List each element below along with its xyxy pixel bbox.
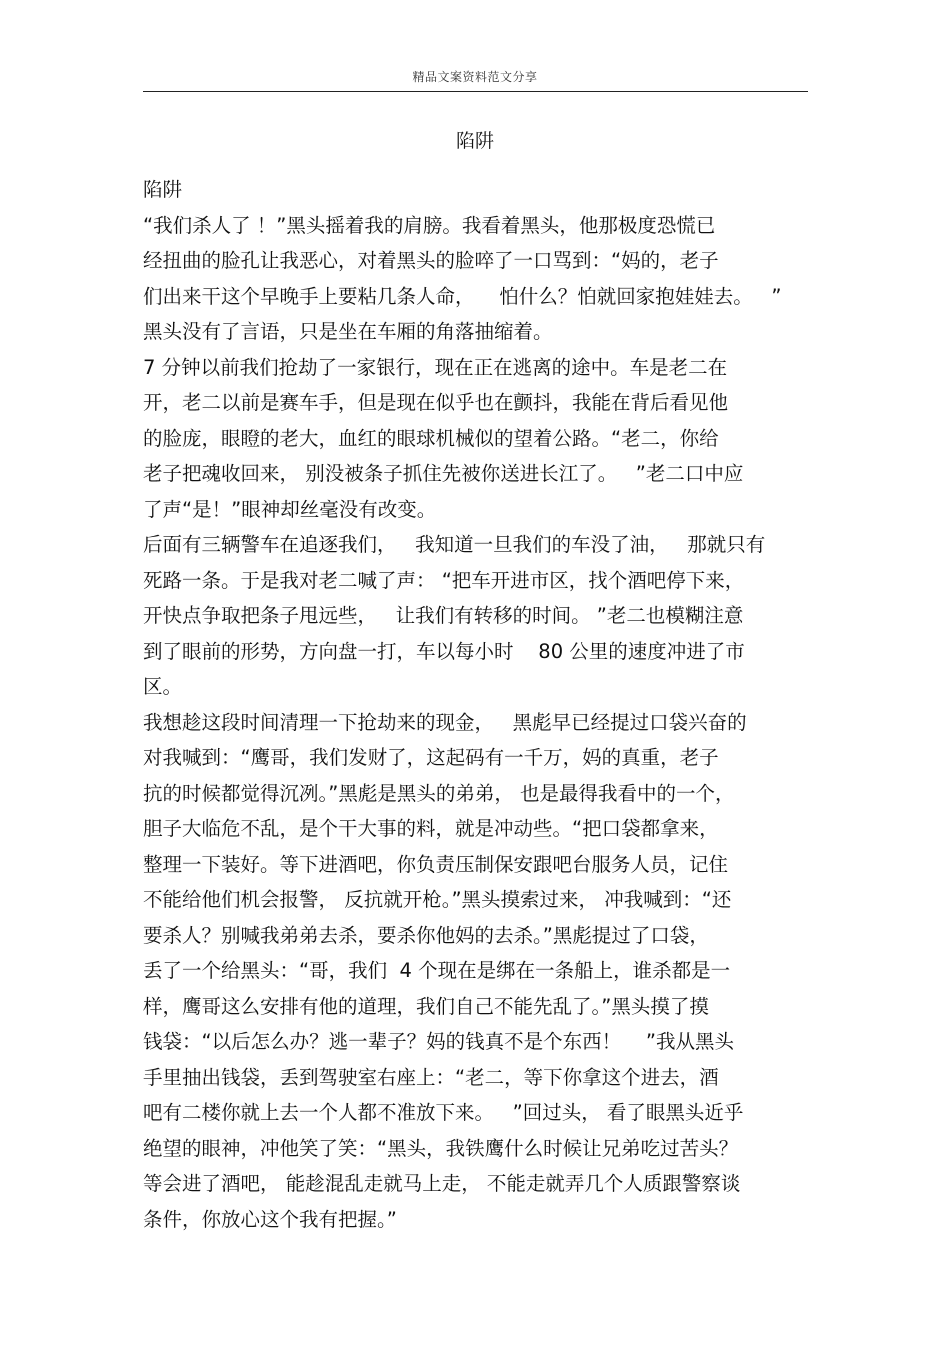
text-line: 吧有二楼你就上去一个人都不准放下来。 ”回过头， 看了眼黑头近乎	[143, 1101, 744, 1124]
text-line: 对我喊到：“鹰哥，我们发财了，这起码有一千万，妈的真重，老子	[143, 746, 719, 769]
text-line: 后面有三辆警车在追逐我们， 我知道一旦我们的车没了油， 那就只有	[143, 533, 766, 556]
text-line: 7 分钟以前我们抢劫了一家银行，现在正在逃离的途中。车是老二在	[143, 355, 728, 379]
page-header: 精品文案资料范文分享	[412, 70, 538, 84]
text-line: 经扭曲的脸孔让我恶心，对着黑头的脸啐了一口骂到：“妈的，老子	[143, 249, 719, 272]
text-line: “我们杀人了 ！”黑头摇着我的肩膀。我看着黑头，他那极度恐慌已	[143, 213, 716, 237]
header-divider	[143, 91, 808, 92]
text-line: 绝望的眼神，冲他笑了笑：“黑头，我铁鹰什么时候让兄弟吃过苦头？	[143, 1136, 739, 1160]
text-line: 抗的时候都觉得沉冽。”黑彪是黑头的弟弟， 也是最得我看中的一个，	[143, 781, 735, 805]
text-line: 要杀人？别喊我弟弟去杀，要杀你他妈的去杀。”黑彪提过了口袋，	[143, 923, 709, 947]
text-line: 等会进了酒吧， 能趁混乱走就马上走， 不能走就弄几个人质跟警察谈	[143, 1172, 741, 1195]
text-line: 我想趁这段时间清理一下抢劫来的现金， 黑彪早已经提过口袋兴奋的	[143, 710, 747, 734]
text-line: 到了眼前的形势，方向盘一打，车以每小时 80 公里的速度冲进了市	[143, 639, 745, 663]
text-line: 丢了一个给黑头：“哥，我们 4 个现在是绑在一条船上，谁杀都是一	[143, 959, 731, 982]
text-line: 整理一下装好。等下进酒吧，你负责压制保安跟吧台服务人员，记住	[143, 852, 729, 876]
text-line: 们出来干这个早晚手上要粘几条人命， 怕什么？怕就回家抱娃娃去。 ”	[143, 284, 782, 308]
text-line: 开，老二以前是赛车手，但是现在似乎也在颤抖，我能在背后看见他	[143, 391, 729, 414]
text-line: 陷阱	[143, 178, 183, 201]
text-line: 手里抽出钱袋，丢到驾驶室右座上：“老二，等下你拿这个进去，酒	[143, 1065, 719, 1089]
text-line: 胆子大临危不乱，是个干大事的料，就是冲动些。“把口袋都拿来，	[143, 817, 719, 840]
text-line: 区。	[143, 675, 183, 698]
text-line: 条件，你放心这个我有把握。”	[143, 1207, 397, 1231]
text-line: 老子把魂收回来， 别没被条子抓住先被你送进长江了。 ”老二口中应	[143, 462, 744, 485]
text-line: 不能给他们机会报警， 反抗就开枪。”黑头摸索过来， 冲我喊到：“还	[143, 888, 732, 911]
text-line: 了声“是！”眼神却丝毫没有改变。	[143, 497, 437, 521]
text-line: 钱袋：“以后怎么办？逃一辈子？妈的钱真不是个东西！ ”我从黑头	[143, 1030, 734, 1053]
text-line: 死路一条。于是我对老二喊了声： “把车开进市区，找个酒吧停下来，	[143, 568, 745, 592]
text-line: 样，鹰哥这么安排有他的道理，我们自己不能先乱了。”黑头摸了摸	[143, 994, 709, 1018]
text-line: 黑头没有了言语，只是坐在车厢的角落抽缩着。	[143, 320, 553, 343]
text-line: 的脸庞，眼瞪的老大，血红的眼球机械似的望着公路。“老二，你给	[143, 426, 719, 450]
document-title: 陷阱	[455, 130, 494, 152]
text-line: 开快点争取把条子甩远些， 让我们有转移的时间。 ”老二也模糊注意	[143, 604, 744, 627]
story-body	[143, 172, 808, 1237]
